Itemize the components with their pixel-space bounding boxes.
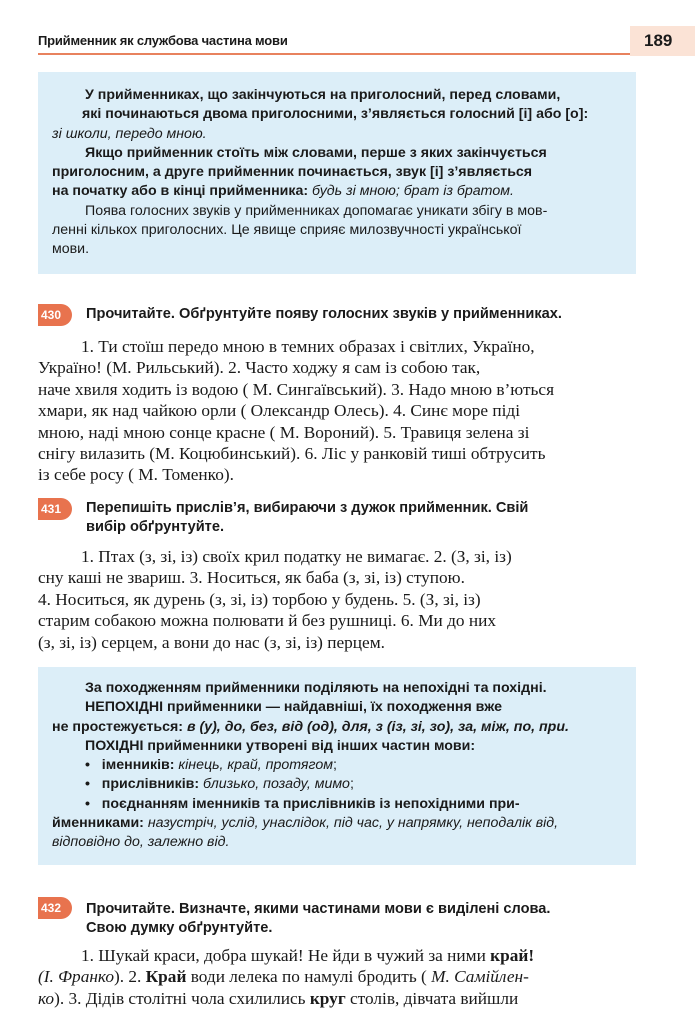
rule-line: на початку або в кінці прийменника: будь зі мною; брат із братом. [52, 183, 514, 200]
rule-line: йменниками: назустріч, услід, унаслідок, під час, у напрямку, неподалік від, [52, 815, 559, 832]
page-number-box [630, 26, 695, 56]
header-rule [38, 53, 630, 55]
rule-line: приголосним, а друге прийменник починається, звук [і] з’являється [52, 164, 533, 181]
text-line: хмари, як над чайкою орли ( Олександр Олесь). 4. Синє море піді [38, 401, 521, 421]
exercise-text [38, 336, 638, 486]
rule-line: ленні кількох приголосних. Це явище сприяє милозвучності української [52, 222, 522, 239]
rule-box-vowels [38, 72, 636, 274]
text-line: 1. Шукай краси, добра шукай! Не йди в чужий за ними край! [81, 946, 535, 965]
exercise-number-badge: 431 [38, 498, 72, 520]
rule-list-item: • прислівників: близько, позаду, мимо; [85, 776, 354, 793]
text-line: 1. Ти стоїш передо мною в темних образах і світлих, Україно, [81, 337, 535, 356]
text-line: снігу вилазить (М. Коцюбинський). 6. Ліс у ранковій тиші обтрусить [38, 444, 546, 464]
running-title: Прийменник як службова частина мови [38, 33, 288, 48]
rule-line: НЕПОХІДНІ прийменники — найдавніші, їх походження вже [85, 699, 502, 716]
exercise-text [38, 546, 638, 653]
text-line: 4. Носиться, як дурень (з, зі, із) торбою у будень. 5. (З, зі, із) [38, 589, 481, 609]
exercise-number-badge: 430 [38, 304, 72, 326]
rule-line: які починаються двома приголосними, з’являється голосний [і] або [о]: [82, 106, 589, 123]
text-line: (з, зі, із) серцем, а вони до нас (з, зі, із) перцем. [38, 632, 385, 652]
text-line: Україно! (М. Рильський). 2. Часто ходжу я сам із собою так, [38, 358, 481, 378]
exercise-task: Перепишіть прислів’я, вибираючи з дужок прийменник. Свій вибір обґрунтуйте. [86, 500, 529, 535]
exercise-text [38, 945, 638, 1009]
text-line: із себе росу ( М. Томенко). [38, 465, 234, 485]
rule-line: мови. [52, 241, 90, 258]
rule-line: Поява голосних звуків у прийменниках допомагає уникати збігу в мов- [85, 202, 548, 219]
rule-list-item: • іменників: кінець, край, протягом; [85, 757, 337, 774]
rule-example-line: зі школи, передо мною. [52, 125, 207, 142]
text-line: мною, наді мною сонце красне ( М. Вороний). 5. Травиця зелена зі [38, 422, 530, 442]
rule-list-item: • поєднанням іменників та прислівників із непохідними при- [85, 795, 520, 812]
exercise-task: Прочитайте. Визначте, якими частинами мови є виділені слова. Свою думку обґрунтуйте. [86, 901, 551, 936]
text-line: ко). 3. Дідів столітні чола схилились круг столів, дівчата вийшли [38, 988, 519, 1008]
rule-line: Якщо прийменник стоїть між словами, перше з яких закінчується [85, 144, 547, 161]
text-line: старим собакою можна полювати й без рушниці. 6. Ми до них [38, 611, 497, 631]
text-line: сну каші не звариш. 3. Носиться, як баба (з, зі, із) ступою. [38, 568, 465, 588]
rule-line: відповідно до, залежно від. [52, 834, 230, 851]
exercise-task: Прочитайте. Обґрунтуйте появу голосних звуків у прийменниках. [86, 306, 562, 322]
text-line: (І. Франко). 2. Край води лелека по намулі бродить ( М. Самійлен- [38, 967, 529, 987]
text-line: 1. Птах (з, зі, із) своїх крил податку не вимагає. 2. (З, зі, із) [81, 547, 512, 566]
page-header [0, 0, 695, 58]
exercise-number-badge: 432 [38, 897, 72, 919]
rule-line: За походженням прийменники поділяють на непохідні та похідні. [85, 680, 547, 696]
rule-line: не простежується: в (у), до, без, від (од), для, з (із, зі, зо), за, між, по, при. [52, 718, 569, 735]
text-line: наче хвиля ходить із водою ( М. Сингаївський). 3. Надо мною в’ються [38, 379, 555, 399]
page-number: 189 [644, 31, 673, 50]
rule-line: ПОХІДНІ прийменники утворені від інших частин мови: [85, 737, 476, 754]
rule-box-origin [38, 667, 636, 865]
rule-line: У прийменниках, що закінчуються на приголосний, перед словами, [85, 87, 561, 103]
